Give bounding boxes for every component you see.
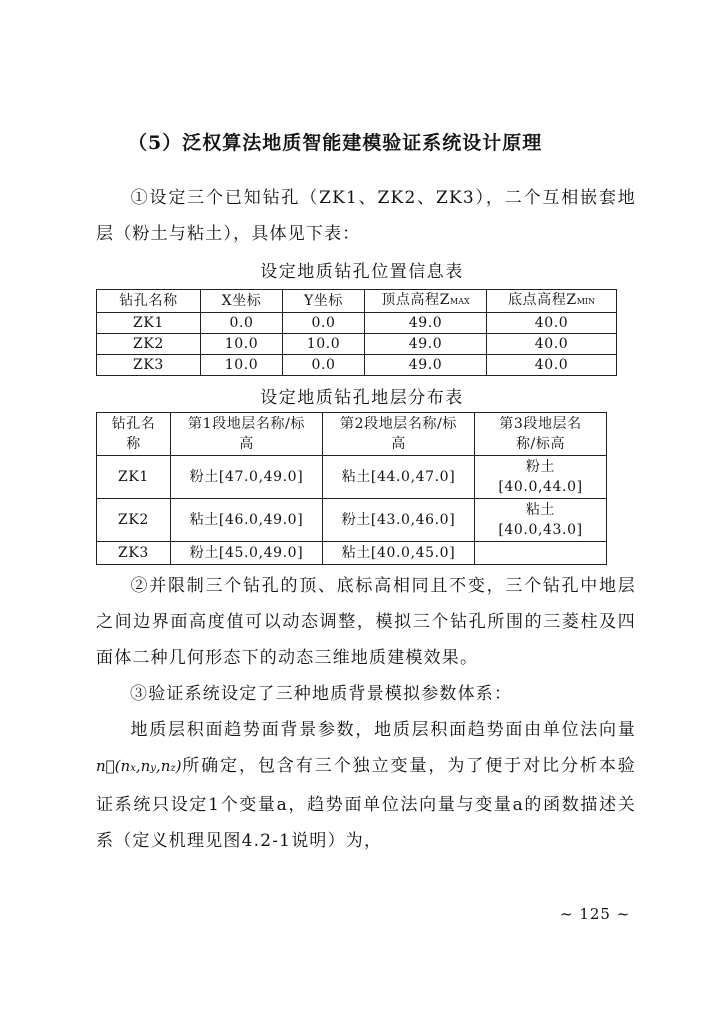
cell-stratum-1: 粉土[45.0,49.0] <box>171 542 323 565</box>
table-header-row <box>97 413 607 456</box>
header-stratum-1: 第1段地层名称/标 高 <box>171 413 323 456</box>
page-number: ~ 125 ~ <box>560 905 631 923</box>
cell-x: 10.0 <box>201 334 283 355</box>
table2-caption: 设定地质钻孔地层分布表 <box>260 388 464 408</box>
cell-bottom: 40.0 <box>487 313 617 334</box>
cell-name: ZK1 <box>97 456 171 499</box>
table-row <box>97 456 607 499</box>
section-heading: （5）泛权算法地质智能建模验证系统设计原理 <box>128 132 543 154</box>
header-borehole-name: 钻孔名称 <box>97 290 201 313</box>
header-top-elevation: 顶点高程ZMAX <box>365 290 487 313</box>
borehole-strata-table <box>96 412 607 565</box>
cell-stratum-1: 粉土[47.0,49.0] <box>171 456 323 499</box>
cell-bottom: 40.0 <box>487 334 617 355</box>
header-borehole-name: 钻孔名 称 <box>97 413 171 456</box>
normal-vector-formula: n⃗(nx,ny,nz) <box>96 757 182 775</box>
trend-surface-pre: 量 <box>617 720 636 740</box>
table-row <box>97 542 607 565</box>
header-stratum-2: 第2段地层名称/标 高 <box>323 413 475 456</box>
cell-y: 0.0 <box>283 355 365 376</box>
cell-stratum-2: 粘土[40.0,45.0] <box>323 542 475 565</box>
cell-y: 10.0 <box>283 334 365 355</box>
cell-stratum-1: 粘土[46.0,49.0] <box>171 499 323 542</box>
cell-y: 0.0 <box>283 313 365 334</box>
paragraph-constraints <box>96 568 636 676</box>
table-row <box>97 355 617 376</box>
header-bottom-elevation: 底点高程ZMIN <box>487 290 617 313</box>
cell-x: 0.0 <box>201 313 283 334</box>
cell-stratum-2: 粘土[44.0,47.0] <box>323 456 475 499</box>
paragraph-intro-text: ①设定三个已知钻孔（ZK1、ZK2、ZK3），二个互相嵌套地层（粉土与粘土），具体见下表： <box>96 188 636 244</box>
cell-name: ZK3 <box>97 542 171 565</box>
paragraph-intro <box>96 180 636 252</box>
cell-name: ZK2 <box>97 334 201 355</box>
cell-stratum-2: 粉土[43.0,46.0] <box>323 499 475 542</box>
table-header-row <box>97 290 617 313</box>
borehole-position-table <box>96 289 617 376</box>
table-row <box>97 499 607 542</box>
cell-name: ZK1 <box>97 313 201 334</box>
cell-stratum-3: 粉土 [40.0,44.0] <box>475 456 607 499</box>
trend-surface-post: 所确定，包含有三个独立变量，为了便于对比分析本验证系统只设定1个变量a，趋势面单位法向量与变量a的函数描述关系（定义机理见图4.2-1说明）为， <box>96 756 636 851</box>
trend-surface-line1: 地质层积面趋势面背景参数，地质层积面趋势面由单位法向 <box>130 720 618 740</box>
cell-name: ZK3 <box>97 355 201 376</box>
table-row <box>97 334 617 355</box>
cell-top: 49.0 <box>365 313 487 334</box>
cell-name: ZK2 <box>97 499 171 542</box>
paragraph-parameter-systems-text: ③验证系统设定了三种地质背景模拟参数体系： <box>130 684 513 704</box>
header-stratum-3: 第3段地层名 称/标高 <box>475 413 607 456</box>
cell-bottom: 40.0 <box>487 355 617 376</box>
cell-stratum-3 <box>475 542 607 565</box>
cell-top: 49.0 <box>365 355 487 376</box>
paragraph-constraints-text: ②并限制三个钻孔的顶、底标高相同且不变，三个钻孔中地层之间边界面高度值可以动态调整，模拟三个钻孔所围的三菱柱及四面体二种几何形态下的动态三维地质建模效果。 <box>96 576 636 668</box>
table-row <box>97 313 617 334</box>
paragraph-parameter-systems <box>96 676 636 712</box>
header-y-coord: Y坐标 <box>283 290 365 313</box>
cell-stratum-3: 粘土 [40.0,43.0] <box>475 499 607 542</box>
cell-top: 49.0 <box>365 334 487 355</box>
paragraph-trend-surface <box>96 712 636 859</box>
header-x-coord: X坐标 <box>201 290 283 313</box>
table1-caption: 设定地质钻孔位置信息表 <box>260 262 464 282</box>
cell-x: 10.0 <box>201 355 283 376</box>
